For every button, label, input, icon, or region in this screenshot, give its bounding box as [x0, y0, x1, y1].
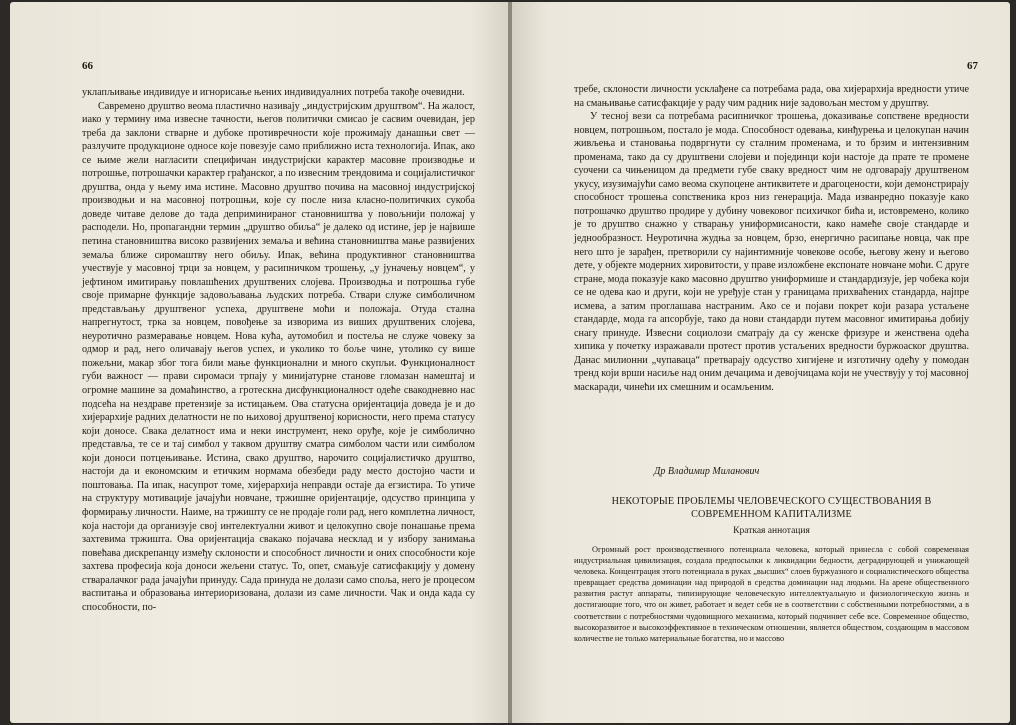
article-title — [574, 495, 969, 521]
left-page — [10, 2, 510, 723]
title-line: СОВРЕМЕННОМ КАПИТАЛИЗМЕ — [691, 509, 852, 520]
paragraph: требе, склоности личности усклађене са потребама рада, ова хијерархија вредности утиче на смањивање сатисфакције у раду чим радник није задовољан местом у друштву. — [574, 84, 969, 109]
author-name: Др Владимир Миланович — [654, 466, 760, 477]
title-line: НЕКОТОРЫЕ ПРОБЛЕМЫ ЧЕЛОВЕЧЕСКОГО СУЩЕСТВОВАНИЯ В — [611, 496, 932, 507]
right-page — [512, 2, 1010, 723]
paragraph: У тесној вези са потребама расипничког трошења, доказивање сопствене вредности новцем, потрошњом, постало је мода. Способност одевања, кинђурења и целокупан начин живљења и становања подвргнути су сталним променама, и то брзим и интензивним променама, тако да су друштвени слојеви и појединци који настоје да прате те промене суочени са чињеницом да предмети губе сваку вредност чим не одговарају друштвеном укусу, изузимајући само веома скупоцене антиквитете и драгоцености, који демонстрирају способност трошења сопственика кроз низ генерација. Мада изванредно показује како потрошачко друштво продире у дубину човековог психичког бића и, истовремено, колико је то друштво снажно у стварању униформисаности, како намеће своје стандарде и једнообразност. Неуротична жудња за новцем, брзо, енергично расипање новца, чак пре него што је зарађен, претворили су најинтимније човекове особе, његову жену и његово дете, у објекте модерних хировитости, у праве изложбене експонате новчане моћи. С друге стране, мода показује како масовно друштво униформише и стандардизује, јер чобека који се не одева као и други, који не уређује стан у границама прихваћених стандарда, најпре исмева, а затим проглашава настраним. Ако се и појави покрет који разара устаљене стандарде, мода га апсорбује, тако да нови стандарди путем масовног имитирања добију снагу принуде. Извесни социолози сматрају да су женске фризуре и женствена одећа хипика у почетку изражавали протест против устаљених вредности буржоаског друштва. Данас милионни „чупаваца“ претварају одсуство хигијене и изготичну одећу у помодан тренд који врши насиље над оним дечацима и девојчицама који не учествују у тој масовној маскаради, чинећи их смешним и осамљеним. — [574, 111, 969, 394]
paragraph: Огромный рост производственного потенциала человека, который принесла с собой современная индустриальная цивилизация, создала предпосылки к ликвидации бедности, деградирующей и унижающей человека. Концентрация этого потенциала в руках „высших“ слоев буржуазного и социалистического общества превращает средства доминации над природой в средства доминации над людьми. На арене общественного развития растут аппараты, типизирующие человеческую интеллектуальную и физиологическую жизнь и достигающие того, что он живет, работает и ведет себя не в соответствии с собственными потребностями, а в соответствии с потребностями чудовищного механизма, который подчиняет себе все. Современное общество, высокоразвитое и высокоэффективное в техническом отношении, является обществом, создающим в массовом количестве не только материальные богатства, но и массово — [574, 545, 969, 643]
paragraph: уклапљивање индивидуе и игнорисање њених индивидуалних потреба такође очевидни. — [82, 87, 465, 98]
book-spread — [10, 2, 1010, 723]
article-subtitle: Краткая аннотация — [733, 526, 810, 536]
abstract-text — [574, 544, 969, 644]
body-text — [574, 83, 969, 395]
page-number: 67 — [967, 60, 978, 72]
body-text — [82, 86, 475, 614]
paragraph: Савремено друштво веома пластично називају „индустријским друштвом“. На жалост, иако у термину има извесне тачности, његов политички смисао је сасвим очевидан, јер треба да заклони стварне и дубоке противречности које прожимају данашњи свет — разлучите продукционе односе које повезује само приближно иста технологија. Ипак, ако се њиме жели нагласити специфичан индустријски карактер масовне производње и потрошње, потрошачки карактер грађанског, а по извесним трендовима и социјалистичког друштва, онда у њему има истине. Масовно друштво почива на масовној индустријској производњи и на масовној потрошњи, које су после низа класно-политичких сукоба доведе читаве делове до тада деприминираног становништва у повољнији положај у расподели. Но, пропагандни термин „друштво обиља“ је далеко од истине, јер је највише петина становништва високо развијених земаља и већина становништва мање развијених земаља ближе сиромаштву него обиљу. Ипак, већина продуктивног становништва учествује у масовној трци за новцем, у расипничком трошењу, „у јуначењу новцем“, у јефтином имитирању повлашћених друштвених слојева. Производња и потрошња губе своје примарне функције задовољавања људских потреба. Ствари служе симболичном представљању друштвеног успеха, друштвене моћи и положаја. Отуда стална напрегнутост, трка за новцем, повођење за изворима из виших друштвених слојева, неуротично размеравање новцем. Нова кућа, аутомобил и постеља не служе човеку за одмор и рад, него оличавају његов успех, и уколико то боље чине, утолико су више пожељни, макар због тога били мање функционални и много скупљи. Функционалност губи важност — прави сиромаси трпају у минијатурне станове гломазан намештај и огромне машине за домаћинство, а гротескна дисфункционалност одеће свакодневно нас подсећа на нездраве претензије за истицањем. Ова статусна оријентација доведа је и до хијерархије радних делатности не по њиховој друштвеној корисности, него према статусу који доносе. Свака делатност има и неки инструмент, неко оруђе, које је симболично представља, те се и тај симбол у таквом друштву сматра симболом части или симболом који доноси потцењивање. Истина, свако друштво, нарочито социјалистичко друштво, настоји да и економским и етичким нормама обезбеди раду место достојно части и поштовања. Па ипак, насупрот томе, хијерархија неправди остаје да егзистира. То утиче на структуру мотивације јачајући новчане, тржишне оријентације, одсуство принципа у формирању личности. Наиме, на тржишту се не продаје голи рад, него комплетна личност, која настоји да организује свој интелектуални живот и целокупно своје понашање према захтевима тржишта. Ова оријентација свакако појачава несклад и у избору занимања повећава дискрепанцу између склоности и способност личности и оних способности које захтева професија која доноси жељени статус. То, опет, смањује сатисфакцију у домену стваралачког рада јачајући принуду. Сада принуда не долази само споља, него је процесом васпитања и образовања интериоризована, долази из саме личности. Чак и онда када су способности, по- — [82, 100, 475, 613]
page-number: 66 — [82, 60, 93, 72]
